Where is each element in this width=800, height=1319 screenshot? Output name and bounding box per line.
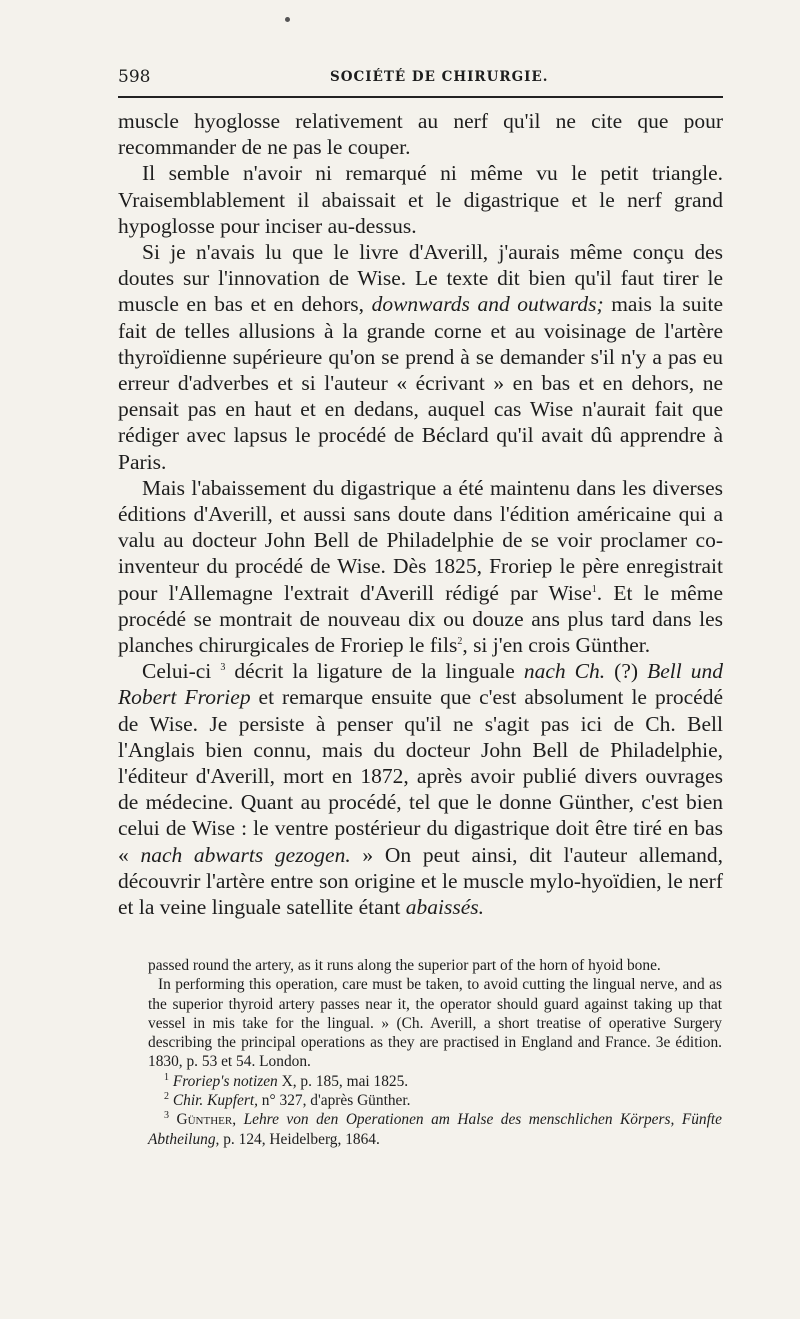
p5-italic-2: Bell und Robert Froriep xyxy=(118,659,723,710)
footnote-3-italic: Lehre von den Operationen am Halse des menschlichen Körpers, Fünfte Abtheilung, xyxy=(148,1111,722,1148)
p5-italic-3: nach abwarts gezogen. xyxy=(140,842,351,867)
footnote-1-italic: Froriep's notizen xyxy=(172,1072,278,1090)
footnote-continuation-2: In performing this operation, care must be taken, to avoid cutting the lingual nerve, and as the superior thyroid artery passes near it, the operator should guard against taking up that vessel in mis take for the lingual. » (Ch. Averill, a short treatise of operative Surgery describing the principal operations as they are practised in England and France. 3e édition. 1830, p. 53 et 54. London. xyxy=(148,976,722,1071)
header-rule xyxy=(118,96,723,98)
footnote-3-mark: 3 xyxy=(164,1110,169,1122)
footnote-2 xyxy=(148,1091,722,1110)
footnote-2-mark: 2 xyxy=(164,1090,169,1102)
running-title: SOCIÉTÉ DE CHIRURGIE. xyxy=(330,69,549,85)
p5-text-a: Celui-ci xyxy=(142,659,221,684)
p5-text-b: décrit la ligature de la linguale xyxy=(225,659,524,684)
paragraph-4 xyxy=(118,475,723,658)
p5-italic-1: nach Ch. xyxy=(523,659,606,684)
footnote-3 xyxy=(148,1110,722,1149)
footnote-continuation-1: passed round the artery, as it runs along the superior part of the horn of hyoid bone. xyxy=(148,957,661,974)
page-header xyxy=(118,67,723,89)
page-number: 598 xyxy=(118,67,151,87)
p4-text-a: Mais l'abaissement du digastrique a été maintenu dans les diverses éditions d'Averill, et aussi sans doute dans l'édition américaine qui a valu au docteur John Bell de Philadelphie de se voir proclamer co-inventeur du procédé de Wise. Dès 1825, Froriep le père enregistrait pour l'Allemagne l'extrait d'Averill rédigé par Wise xyxy=(118,475,723,605)
footnote-3-author: Günther xyxy=(176,1111,233,1129)
p3-text-a: Si je n'avais lu que le livre d'Averill, j'aurais même conçu des doutes sur l'innovation de Wise. Le texte dit bien qu'il faut tirer le muscle en bas et en dehors, xyxy=(118,240,723,317)
p3-text-b: mais la suite fait de telles allusions à la grande corne et au voisinage de l'artère thyroïdienne supérieure qu'on se prend à se demander s'il n'y a pas eu erreur d'adverbes et si l'auteur « écrivant » en bas et en dehors, ne pensait pas en haut et en dedans, auquel cas Wise n'aurait fait que rédiger avec lapsus le procédé de Béclard qu'il avait dû apprendre à Paris. xyxy=(118,292,724,474)
footnote-ref-1: 1 xyxy=(591,583,597,595)
p5-text-e: » On peut ainsi, dit l'auteur allemand, découvrir l'artère entre son origine et le muscle mylo-hyoïdien, le nerf et la veine linguale satellite étant xyxy=(118,842,723,920)
footnote-1-rest: X, p. 185, mai 1825. xyxy=(277,1072,409,1090)
footnote-ref-2: 2 xyxy=(457,635,463,647)
footnote-1 xyxy=(148,1072,722,1091)
footnote-3-sep: , xyxy=(232,1111,244,1129)
footnote-2-italic: Chir. Kupfert, xyxy=(172,1092,258,1110)
paragraph-1: muscle hyoglosse relativement au nerf qu'il ne cite que pour recommander de ne pas le couper. xyxy=(118,109,723,160)
p5-italic-4: abaissés. xyxy=(405,895,484,920)
body-text xyxy=(118,108,723,920)
p3-italic: downwards and outwards; xyxy=(371,292,604,317)
p5-text-c: (?) xyxy=(605,659,648,684)
p4-text-c: , si j'en crois Günther. xyxy=(462,633,651,658)
p4-text-b: . Et le même procédé se montrait de nouveau dix ou douze ans plus tard dans les planches chirurgicales de Froriep le fils xyxy=(118,580,723,658)
stray-dot xyxy=(285,17,290,22)
footnotes xyxy=(148,956,722,1149)
paragraph-2: Il semble n'avoir ni remarqué ni même vu le petit triangle. Vraisemblablement il abaissait et le digastrique et le nerf grand hypoglosse pour inciser au-dessus. xyxy=(118,161,723,238)
footnote-3-rest: p. 124, Heidelberg, 1864. xyxy=(219,1130,380,1148)
footnote-1-mark: 1 xyxy=(164,1071,169,1083)
paragraph-5 xyxy=(118,658,723,920)
footnote-2-rest: n° 327, d'après Günther. xyxy=(257,1092,411,1110)
footnote-ref-3: 3 xyxy=(220,662,226,674)
paragraph-3 xyxy=(118,239,723,475)
p5-text-d: et remarque ensuite que c'est absolument le procédé de Wise. Je persiste à penser qu'il ne s'agit pas ici de Ch. Bell l'Anglais bien connu, mais du docteur John Bell de Philadelphie, l'éditeur d'Averill, mort en 1872, après avoir publié divers ouvrages de médecine. Quant au procédé, tel que le donne Günther, c'est bien celui de Wise : le ventre postérieur du digastrique doit être tiré en bas « xyxy=(118,685,723,867)
